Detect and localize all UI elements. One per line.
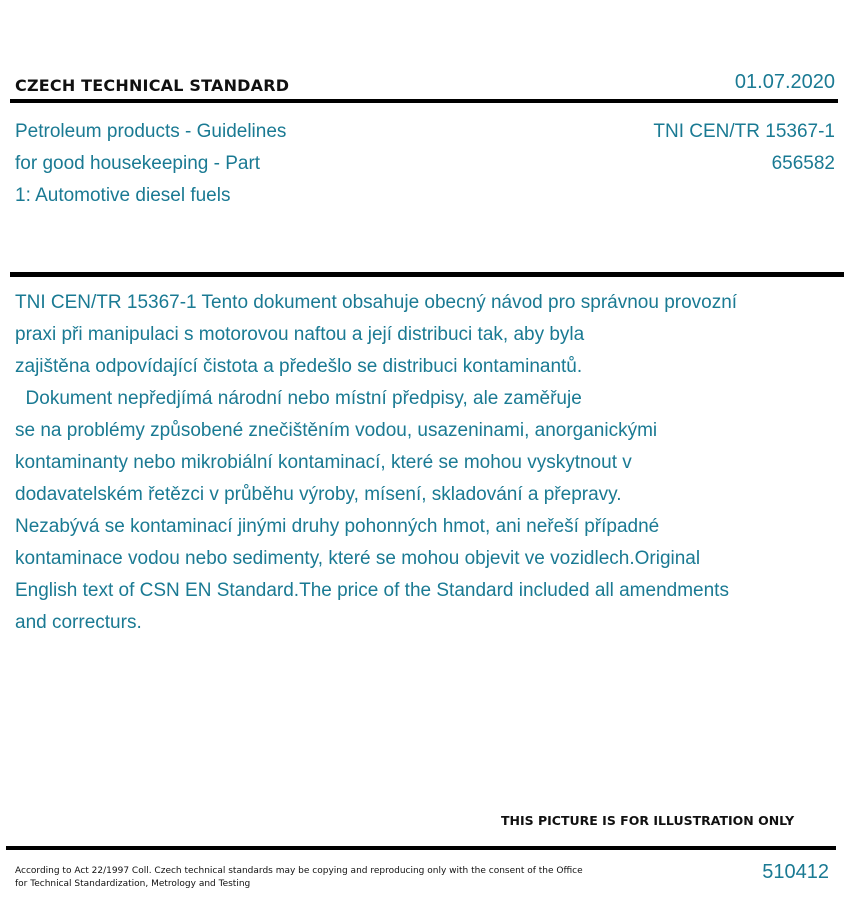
document-designation: TNI CEN/TR 15367-1 <box>653 121 835 142</box>
footer-divider <box>6 846 836 850</box>
document-meta <box>653 116 835 180</box>
legal-notice-line: for Technical Standardization, Metrology and Testing <box>15 879 251 889</box>
document-title-line: Petroleum products - Guidelines <box>15 121 287 142</box>
footer-code: 510412 <box>762 861 829 883</box>
document-title-line: for good housekeeping - Part <box>15 153 261 174</box>
document-description <box>15 287 845 639</box>
description-line: kontaminace vodou nebo sedimenty, které se mohou objevit ve vozidlech.Original <box>15 548 701 569</box>
section-divider <box>10 272 844 277</box>
standard-type-heading: CZECH TECHNICAL STANDARD <box>15 76 290 95</box>
description-line: Dokument nepředjímá národní nebo místní předpisy, ale zaměřuje <box>15 388 582 409</box>
description-line: dodavatelském řetězci v průběhu výroby, mísení, skladování a přepravy. <box>15 484 622 505</box>
description-line: English text of CSN EN Standard.The price of the Standard included all amendments <box>15 580 729 601</box>
description-line: zajištěna odpovídající čistota a předešlo se distribuci kontaminantů. <box>15 356 583 377</box>
description-line: kontaminanty nebo mikrobiální kontaminací, které se mohou vyskytnout v <box>15 452 632 473</box>
legal-notice-line: According to Act 22/1997 Coll. Czech technical standards may be copying and reproducing only with the consent of the Office <box>15 866 583 876</box>
publication-date: 01.07.2020 <box>734 71 835 93</box>
document-title-line: 1: Automotive diesel fuels <box>15 185 231 206</box>
illustration-disclaimer: THIS PICTURE IS FOR ILLUSTRATION ONLY <box>501 813 795 828</box>
description-line: se na problémy způsobené znečištěním vodou, usazeninami, anorganickými <box>15 420 658 441</box>
description-line: praxi při manipulaci s motorovou naftou a její distribuci tak, aby byla <box>15 324 585 345</box>
description-line: TNI CEN/TR 15367-1 Tento dokument obsahuje obecný návod pro správnou provozní <box>15 292 738 313</box>
legal-notice <box>15 865 585 891</box>
catalog-number: 656582 <box>771 153 835 174</box>
description-line: and correcturs. <box>15 612 142 633</box>
header-divider <box>10 99 838 103</box>
document-title <box>15 116 335 212</box>
description-line: Nezabývá se kontaminací jinými druhy pohonných hmot, ani neřeší případné <box>15 516 660 537</box>
